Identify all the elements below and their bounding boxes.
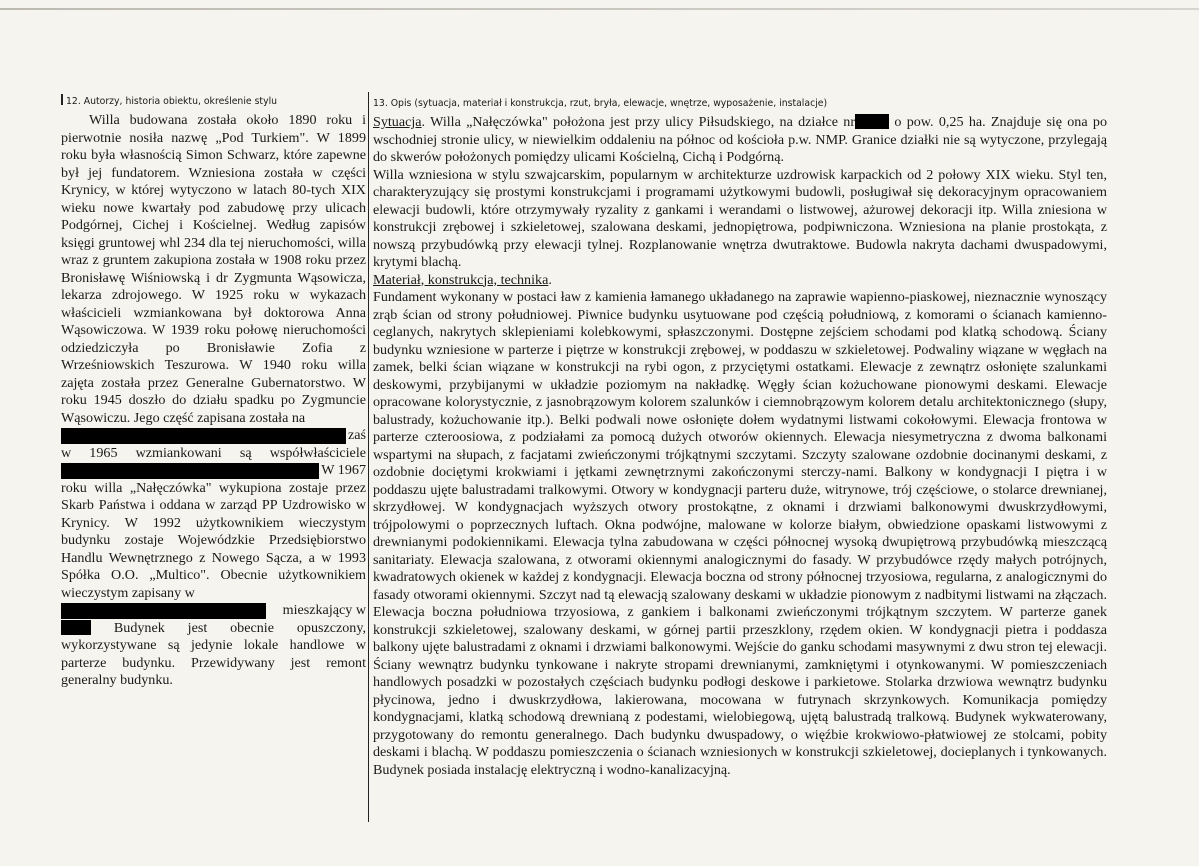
history-paragraph-1: Willa budowana została około 1890 roku i pierwotnie nosiła nazwę „Pod Turkiem". W 1899 roku była własnością Simon Schwarz, które zapewne był jej fundatorem. Wzniesiona została w części Krynicy, w której wytyczono w latach 80-tych XIX wieku nowe kwartały pod zabudowę przy ulicach Podgórnej, Cichej i Kościelnej. Według zapisów księgi gruntowej whl 234 dla tej nieruchomości, willa wraz z gruntem zakupiona została w 1908 roku przez Bronisławę Wiśniowską i dr Zygmunta Wąsowicza, lekarza zdrojowego. W 1925 roku w wykazach właścicieli wzmiankowana był doktorowa Anna Wąsowiczowa. W 1939 roku połowę nieruchomości odziedziczyła po Bronisławie Zofia z Wrześniowskich Teszurowa. W 1940 roku willa zajęta została przez Generalne Gubernatorstwo. W roku 1945 doszło do działu spadku po Zygmuncie Wąsowiczu. Jego część zapisana została na xyxy=(61,112,366,426)
material-heading xyxy=(373,272,1107,290)
description-header: 13. Opis (sytuacja, materiał i konstrukcja, rzut, bryła, elewacje, wnętrze, wyposażenie, instalacje) xyxy=(373,98,828,109)
redaction-row-1 xyxy=(61,427,366,445)
history-fragment-1965: w 1965 wzmiankowani są współwłaściciele xyxy=(61,444,366,461)
sytuacja-text-b: o pow. 0,25 ha. Znajduje się ona po wschodniej stronie ulicy, w niewielkim oddaleniu na północ od kościoła p.w. NMP. Granice działki nie są wytyczone, przylegają do skwerów położonych pomiędzy ulicami Kościelną, Cichą i Podgórną. xyxy=(373,114,1107,165)
redaction-block xyxy=(61,463,319,479)
styl-paragraph: Willa wzniesiona w stylu szwajcarskim, popularnym w architekturze uzdrowisk karpackich od 2 połowy XIX wieku. Styl ten, charakteryzujący się prostymi konstrukcjami i programami użytkowymi budowli, posługiwał się dekoracyjnym opracowaniem elewacji budowli, które otrzymywały ryzality z gankami i werandami o listwowej, ażurowej dekoracji itp. Willa zniesiona w konstrukcji zrębowej i szkieletowej, szalowana deskami, jednopiętrowa, podpiwniczona. Wzniesiona na planie prostokąta, z nowszą przybudówką przy elewacji tylnej. Rozplanowanie wnętrza dwutraktowe. Budowla nakryta dachami dwuspadowymi, krytymi blachą. xyxy=(373,166,1107,270)
description-column xyxy=(373,97,1107,779)
sytuacja-paragraph xyxy=(373,114,1107,167)
redaction-row-3 xyxy=(61,602,366,620)
history-fragment-w1967: W 1967 xyxy=(321,462,366,478)
history-fragment-zas: zaś xyxy=(348,427,366,443)
history-header-text: 12. Autorzy, historia obiektu, określenie stylu xyxy=(66,96,278,107)
redaction-block xyxy=(855,114,889,129)
material-paragraph: Fundament wykonany w postaci ław z kamienia łamanego układanego na zaprawie wapienno-piaskowej, nieznacznie wynoszący zrąb ścian od strony południowej. Piwnice budynku usytuowane pod częścią południową, z komorami o ścianach kamienno-ceglanych, nakrytych sklepieniami kolebkowymi, spłaszczonymi. Dostępne zejściem schodami pod klatką schodową. Ściany budynku wzniesione w parterze i piętrze w konstrukcji zrębowej, w poddaszu w szkieletowej. Podwaliny wiązane w węgłach na zamek, belki ścian wiązane w konstrukcji na rybi ogon, z przyciętymi ostatkami. Elewacje z zewnątrz osłonięte szalunkami deskowymi, przybijanymi w układzie poziomym na nakładkę. Węgły ścian kożuchowane pionowymi deskami. Elewacje opracowane kolorystycznie, z jasnobrązowym kolorem szalunków i ciemnobrązowym kolorem detalu architektonicznego (słupy, balustrady, kożuchowanie itp.). Belki podwali nowe osłonięte dołem wydatnymi listwami cokołowymi. Elewacja frontowa w parterze czteroosiowa, z podziałami za pomocą dużych otworów okiennych. Elewacja niesymetryczna z dwoma balkonami wspartymi na słupach, z facjatami zwieńczonymi trójkątnymi szczytami. Szczyty szalowane ozdobnie docinanymi deskami, z ozdobnie dociętymi krokwiami i jętkami zewnętrznymi zakończonymi sterczy-nami. Balkony w kondygnacji I piętra i w poddaszu ujęte balustradami tralkowymi. Otwory w kondygnacji parteru duże, witrynowe, trój częściowe, o stolarce drewnianej, skrzydłowej. W kondygnacjach wyższych otwory prostokątne, z oknami i drzwiami balkonowymi dwuskrzydłowymi, trójpolowymi o poprzecznych luftach. Okna podwójne, malowane w kolorze białym, obwiedzione opaskami listwowymi z drewnianymi podokiennikami. Elewacja tylna zabudowana w części północnej wysoką dwupiętrową przybudówką mieszczącą sanitariaty. Elewacja szalowana, z otworami okiennymi analogicznymi do fasady. W przybudówce rzędy małych potrójnych, kwadratowych okienek w każdej z kondygnacji. Elewacja boczna od strony północnej trzyosiowa, regularna, z analogicznymi do fasady otworami okiennymi. Szczyt nad tą elewacją szalowany deskami w układzie pionowym z nadbitymi listwami na złączach. Elewacja boczna południowa trzyosiowa, z gankiem i balkonami zwieńczonymi trójkątnym szczytem. W parterze ganek konstrukcji szkieletowej, szalowany deskami, w górnej partii przeszklony, rzędem okien. W kondygnacji pietra i poddasza balkony ujęte balustradami z oknami i drzwiami balkonowymi. Wejście do ganku schodami masywnymi z dwu stron tej elewacji. Ściany wewnątrz budynku tynkowane i nakryte stropami drewnianymi, zamkniętymi i otynkowanymi. W pomieszczeniach handlowych posadzki w pozostałych częściach budynku podłogi deskowe i parkietowe. Stolarka drzwiowa wewnątrz budynku płycinowa, jedno i dwuskrzydłowa, lakierowana, mocowana w futrynach skrzynkowych. Komunikacja pomiędzy kondygnacjami, klatką schodową drewnianą z podestami, wielobiegową, ujętą balustradą tralkową. Budynek wykwaterowany, przygotowany do remontu generalnego. Dach budynku dwuspadowy, o więźbie krokwiowo-płatwiowej ze stolcami, pobity deskami i blachą. W poddaszu pomieszczenia o ścianach wzniesionych w konstrukcji szkieletowej, docieplanych i tynkowanych. Budynek posiada instalację elektryczną i wodno-kanalizacyjną. xyxy=(373,289,1107,778)
redaction-row-2 xyxy=(61,462,366,480)
history-column xyxy=(61,94,366,690)
history-paragraph-2: roku willa „Nałęczówka" wykupiona zostaje przez Skarb Państwa i oddana w zarząd PP Uzdrowisko w Krynicy. W 1992 użytkownikiem wieczystym budynku zostaje Wojewódzkie Przedsiębiorstwo Handlu Wewnętrznego z Nowego Sącza, a w 1993 Spółka O.O. „Multico". Obecnie użytkownikiem wieczystym zapisany w xyxy=(61,479,366,601)
history-header xyxy=(61,94,366,108)
description-text xyxy=(373,114,1107,779)
history-fragment-mieszkajacy: mieszkający w xyxy=(282,602,366,618)
sytuacja-text-a: . Willa „Nałęczówka" położona jest przy ulicy Piłsudskiego, na działce nr xyxy=(421,114,856,130)
redaction-block xyxy=(61,428,346,444)
material-label: Materiał, konstrukcja, technika xyxy=(373,271,549,288)
sytuacja-label: Sytuacja xyxy=(373,114,422,130)
history-paragraph-3-text: Budynek jest obecnie opuszczony, wykorzystywane są jedynie lokale handlowe w parterze budynku. Przewidywany jest remont generalny budynku. xyxy=(61,619,366,688)
column-divider xyxy=(368,92,369,822)
redaction-block xyxy=(61,620,91,635)
redaction-block xyxy=(61,603,266,619)
history-text xyxy=(61,112,366,690)
header-bar xyxy=(61,94,63,105)
history-paragraph-3 xyxy=(61,620,366,690)
material-label-dot: . xyxy=(548,271,552,288)
page-edge-line xyxy=(0,8,1199,10)
